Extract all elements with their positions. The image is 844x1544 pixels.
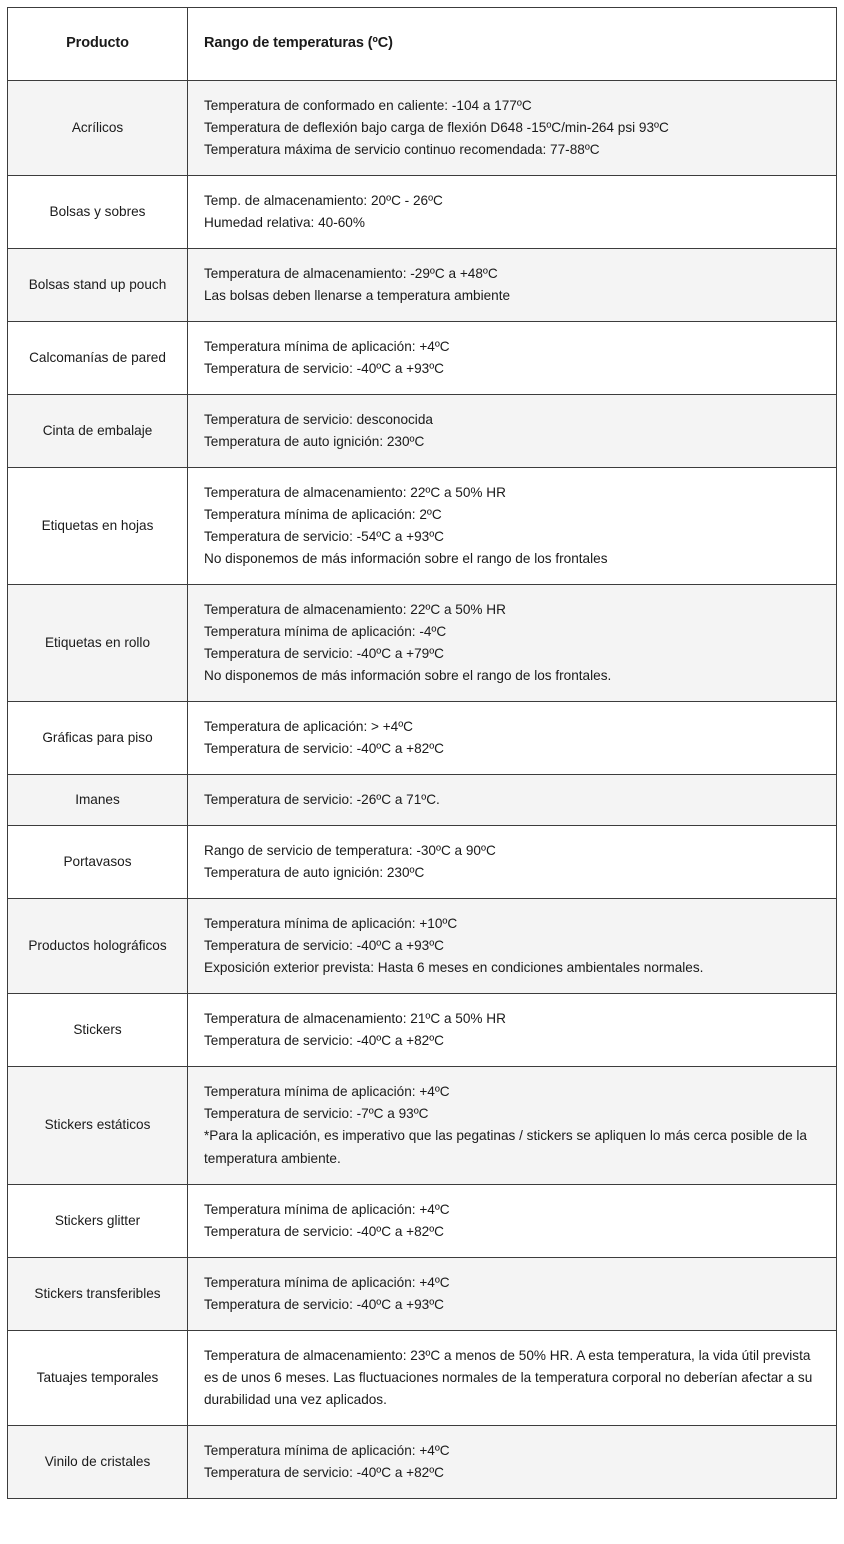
temperature-detail-line: Temperatura de servicio: -40ºC a +93ºC xyxy=(204,938,445,954)
temperature-detail-line: Temperatura mínima de aplicación: -4ºC xyxy=(204,624,447,640)
table-row xyxy=(8,1067,837,1184)
temperature-detail-line: Temperatura de aplicación: > +4ºC xyxy=(204,719,413,735)
temperature-detail-line: Temperatura de auto ignición: 230ºC xyxy=(204,865,425,881)
cell-rango-temperaturas xyxy=(188,322,837,395)
table-row xyxy=(8,585,837,702)
table-row xyxy=(8,249,837,322)
table-row xyxy=(8,395,837,468)
table-row xyxy=(8,1184,837,1257)
temperature-detail-line: Temperatura de auto ignición: 230ºC xyxy=(204,434,425,450)
temperature-detail-line: Temperatura de servicio: -40ºC a +79ºC xyxy=(204,646,445,662)
temperature-detail-line: Temperatura de deflexión bajo carga de flexión D648 -15ºC/min-264 psi 93ºC xyxy=(204,120,669,136)
table-row xyxy=(8,702,837,775)
temperature-detail-line: Temperatura de servicio: -40ºC a +82ºC xyxy=(204,1223,445,1239)
cell-rango-temperaturas xyxy=(188,702,837,775)
cell-producto: Acrílicos xyxy=(8,81,188,176)
column-header-producto: Producto xyxy=(8,8,188,81)
cell-rango-temperaturas xyxy=(188,395,837,468)
temperature-detail-line: Temperatura mínima de aplicación: +4ºC xyxy=(204,1442,450,1458)
temperature-detail-line: Temperatura de servicio: -54ºC a +93ºC xyxy=(204,529,445,545)
cell-producto: Gráficas para piso xyxy=(8,702,188,775)
cell-producto: Stickers transferibles xyxy=(8,1257,188,1330)
temperature-detail-line: Rango de servicio de temperatura: -30ºC a 90ºC xyxy=(204,843,496,859)
table-row xyxy=(8,826,837,899)
table-row xyxy=(8,1425,837,1498)
temperature-detail-line: Temperatura de almacenamiento: 22ºC a 50% HR xyxy=(204,602,506,618)
temperature-detail-line: Temperatura de servicio: -40ºC a +82ºC xyxy=(204,1033,445,1049)
temperature-detail-line: *Para la aplicación, es imperativo que las pegatinas / stickers se apliquen lo más cerca posible de la temperatura ambiente. xyxy=(204,1128,807,1166)
temperature-detail-line: Las bolsas deben llenarse a temperatura ambiente xyxy=(204,288,511,304)
cell-producto: Stickers xyxy=(8,994,188,1067)
temperature-detail-line: Temperatura mínima de aplicación: +4ºC xyxy=(204,1274,450,1290)
cell-rango-temperaturas xyxy=(188,468,837,585)
cell-rango-temperaturas xyxy=(188,899,837,994)
table-row xyxy=(8,81,837,176)
temperature-detail-line: Temperatura de servicio: desconocida xyxy=(204,412,433,428)
temperature-detail-line: No disponemos de más información sobre el rango de los frontales xyxy=(204,551,608,567)
cell-rango-temperaturas xyxy=(188,1184,837,1257)
temperature-detail-line: Humedad relativa: 40-60% xyxy=(204,215,365,231)
temperature-detail-line: Temperatura de almacenamiento: 22ºC a 50% HR xyxy=(204,485,506,501)
cell-rango-temperaturas xyxy=(188,1257,837,1330)
cell-rango-temperaturas xyxy=(188,994,837,1067)
cell-producto: Portavasos xyxy=(8,826,188,899)
cell-rango-temperaturas xyxy=(188,81,837,176)
cell-rango-temperaturas xyxy=(188,826,837,899)
temperature-detail-line: Temperatura mínima de aplicación: +4ºC xyxy=(204,1084,450,1100)
cell-producto: Stickers glitter xyxy=(8,1184,188,1257)
temperature-detail-line: Temperatura de servicio: -26ºC a 71ºC. xyxy=(204,792,440,808)
temperature-detail-line: Temperatura mínima de aplicación: +10ºC xyxy=(204,916,458,932)
table-row xyxy=(8,468,837,585)
temperature-detail-line: Temperatura de servicio: -7ºC a 93ºC xyxy=(204,1106,429,1122)
temperature-detail-line: Temperatura de almacenamiento: -29ºC a +48ºC xyxy=(204,266,498,282)
cell-rango-temperaturas xyxy=(188,1330,837,1425)
temperature-detail-line: No disponemos de más información sobre el rango de los frontales. xyxy=(204,668,612,684)
temperature-detail-line: Temp. de almacenamiento: 20ºC - 26ºC xyxy=(204,193,443,209)
table-header xyxy=(8,8,837,81)
table-row xyxy=(8,994,837,1067)
cell-producto: Vinilo de cristales xyxy=(8,1425,188,1498)
cell-rango-temperaturas xyxy=(188,1067,837,1184)
temperature-detail-line: Temperatura de almacenamiento: 21ºC a 50% HR xyxy=(204,1011,506,1027)
cell-producto: Etiquetas en hojas xyxy=(8,468,188,585)
cell-producto: Productos holográficos xyxy=(8,899,188,994)
temperature-range-table xyxy=(7,7,837,1499)
cell-producto: Etiquetas en rollo xyxy=(8,585,188,702)
cell-producto: Cinta de embalaje xyxy=(8,395,188,468)
cell-producto: Calcomanías de pared xyxy=(8,322,188,395)
table-body xyxy=(8,81,837,1499)
cell-producto: Stickers estáticos xyxy=(8,1067,188,1184)
cell-rango-temperaturas xyxy=(188,1425,837,1498)
temperature-detail-line: Temperatura de servicio: -40ºC a +93ºC xyxy=(204,361,445,377)
cell-rango-temperaturas xyxy=(188,176,837,249)
temperature-detail-line: Temperatura de servicio: -40ºC a +82ºC xyxy=(204,741,445,757)
table-row xyxy=(8,322,837,395)
temperature-detail-line: Temperatura mínima de aplicación: +4ºC xyxy=(204,339,450,355)
temperature-detail-line: Temperatura de servicio: -40ºC a +82ºC xyxy=(204,1464,445,1480)
table-row xyxy=(8,899,837,994)
cell-rango-temperaturas xyxy=(188,585,837,702)
cell-producto: Bolsas stand up pouch xyxy=(8,249,188,322)
temperature-detail-line: Temperatura mínima de aplicación: 2ºC xyxy=(204,507,442,523)
table-row xyxy=(8,1257,837,1330)
cell-rango-temperaturas xyxy=(188,775,837,826)
temperature-detail-line: Temperatura máxima de servicio continuo recomendada: 77-88ºC xyxy=(204,142,600,158)
cell-producto: Imanes xyxy=(8,775,188,826)
column-header-rango-temperaturas: Rango de temperaturas (ºC) xyxy=(188,8,837,81)
temperature-detail-line: Temperatura de servicio: -40ºC a +93ºC xyxy=(204,1296,445,1312)
temperature-detail-line: Temperatura mínima de aplicación: +4ºC xyxy=(204,1201,450,1217)
table-row xyxy=(8,1330,837,1425)
temperature-detail-line: Temperatura de almacenamiento: 23ºC a menos de 50% HR. A esta temperatura, la vida útil prevista es de unos 6 meses. Las fluctuaciones normales de la temperatura corporal no deberían afectar a su durabilidad una vez aplicados. xyxy=(204,1347,813,1407)
table-header-row xyxy=(8,8,837,81)
cell-producto: Bolsas y sobres xyxy=(8,176,188,249)
table-row xyxy=(8,176,837,249)
cell-producto: Tatuajes temporales xyxy=(8,1330,188,1425)
temperature-detail-line: Temperatura de conformado en caliente: -104 a 177ºC xyxy=(204,98,532,113)
table-row xyxy=(8,775,837,826)
cell-rango-temperaturas xyxy=(188,249,837,322)
temperature-detail-line: Exposición exterior prevista: Hasta 6 meses en condiciones ambientales normales. xyxy=(204,960,704,976)
